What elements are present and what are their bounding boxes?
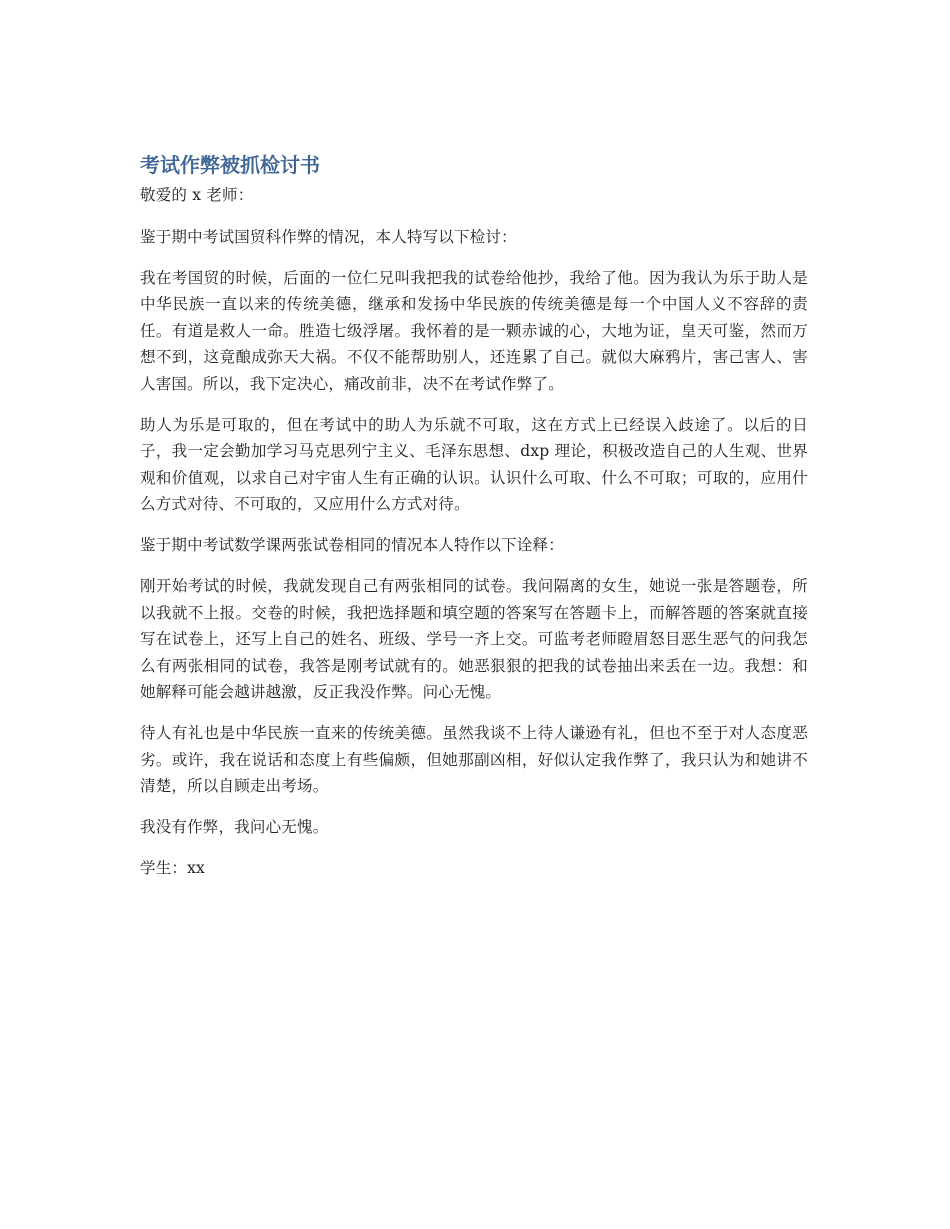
- paragraph-conclusion: 我没有作弊，我问心无愧。: [140, 818, 329, 836]
- paragraph-math-account: 刚开始考试的时候，我就发现自己有两张相同的试卷。我问隔离的女生，她说一张是答题卷，所以我就不上报。交卷的时候，我把选择题和填空题的答案写在答题卡上，而解答题的答案就直接写在试卷上，还写上自己的姓名、班级、学号一齐上交。可监考老师瞪眉怒目恶生恶气的问我怎么有两张相同的试卷，我答是刚考试就有的。她恶狠狠的把我的试卷抽出来丢在一边。我想：和她解释可能会越讲越激，反正我没作弊。问心无愧。: [140, 577, 808, 701]
- paragraph-intro: 鉴于期中考试国贸科作弊的情况，本人特写以下检讨：: [140, 227, 517, 246]
- paragraph-guomao-account: 我在考国贸的时候，后面的一位仁兄叫我把我的试卷给他抄，我给了他。因为我认为乐于助人是中华民族一直以来的传统美德，继承和发扬中华民族的传统美德是每一个中国人义不容辞的责任。有道是救人一命。胜造七级浮屠。我怀着的是一颗赤诚的心，大地为证，皇天可鉴，然而万想不到，这竟酿成弥天大祸。不仅不能帮助别人，还连累了自己。就似大麻鸦片，害己害人、害人害国。所以，我下定决心，痛改前非，决不在考试作弊了。: [140, 268, 808, 393]
- signature: 学生：xx: [140, 859, 205, 877]
- document-title: 考试作弊被抓检讨书: [140, 153, 320, 177]
- paragraph-courtesy: 待人有礼也是中华民族一直来的传统美德。虽然我谈不上待人谦逊有礼，但也不至于对人态度恶劣。或许，我在说话和态度上有些偏颇，但她那副凶相，好似认定我作弊了，我只认为和她讲不清楚，所以自顾走出考场。: [140, 724, 808, 795]
- paragraph-reflection: 助人为乐是可取的，但在考试中的助人为乐就不可取，这在方式上已经误入歧途了。以后的日子，我一定会勤加学习马克思列宁主义、毛泽东思想、dxp 理论，积极改造自己的人生观、世界观和价值观，以求自己对宇宙人生有正确的认识。认识什么可取、什么不可取；可取的，应用什么方式对待、不可取的，又应用什么方式对待。: [140, 415, 808, 513]
- document-page: [140, 150, 808, 896]
- paragraph-math-intro: 鉴于期中考试数学课两张试卷相同的情况本人特作以下诠释：: [140, 536, 564, 554]
- salutation: 敬爱的 x 老师：: [140, 186, 254, 204]
